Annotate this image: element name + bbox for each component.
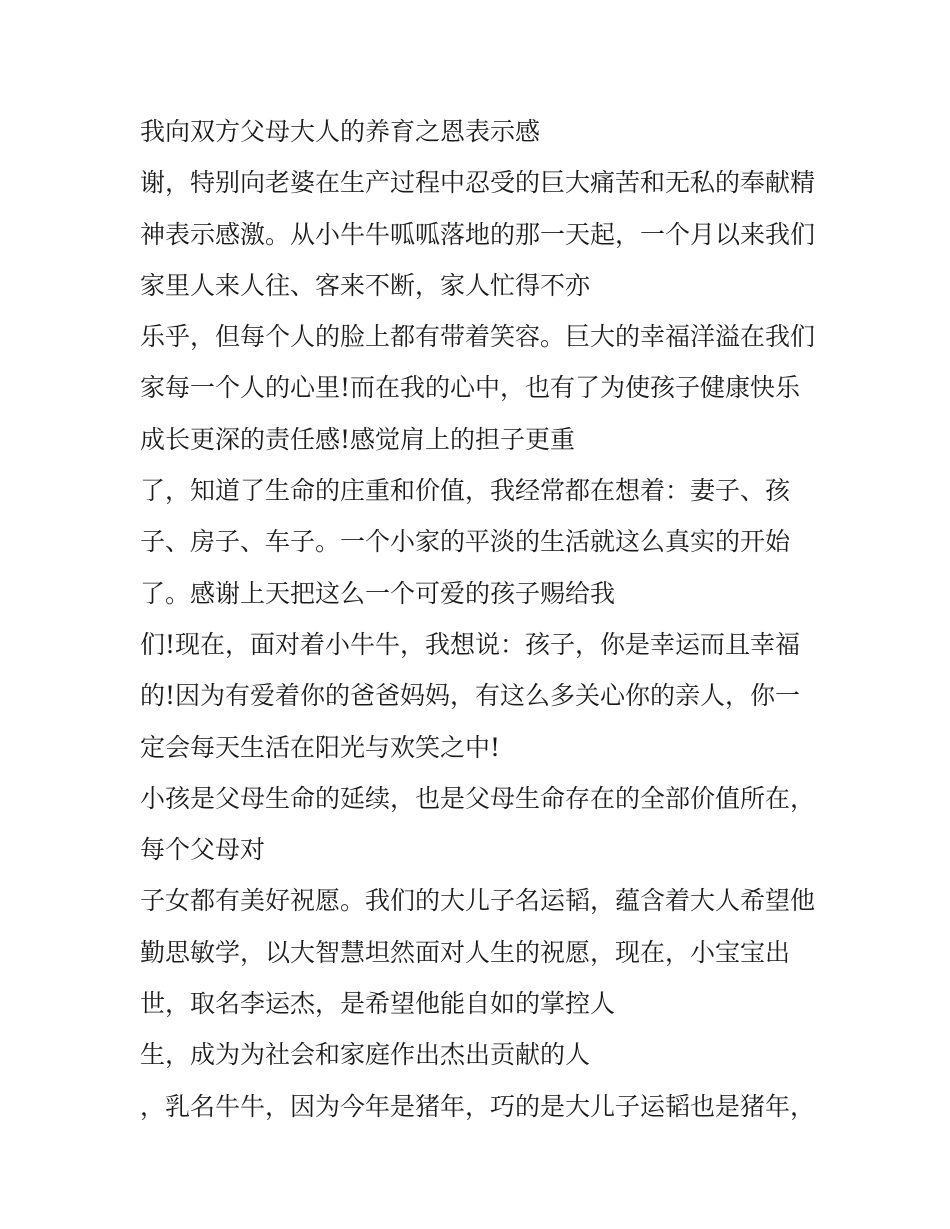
text-line: 勤思敏学，以大智慧坦然面对人生的祝愿，现在，小宝宝出: [140, 937, 791, 967]
text-line: 乐乎，但每个人的脸上都有带着笑容。巨大的幸福洋溢在我们: [140, 322, 816, 352]
document-body: [140, 106, 830, 1132]
text-line: 每个父母对: [140, 835, 266, 865]
text-line: 定会每天生活在阳光与欢笑之中!: [140, 732, 501, 762]
text-line: 世，取名李运杰，是希望他能自如的掌控人: [140, 989, 616, 1019]
text-line: 了。感谢上天把这么一个可爱的孩子赐给我: [140, 578, 616, 608]
text-line: 的!因为有爱着你的爸爸妈妈，有这么多关心你的亲人，你一: [140, 681, 801, 711]
text-line: 生，成为为社会和家庭作出杰出贡献的人: [140, 1040, 591, 1070]
text-line: 们!现在，面对着小牛牛，我想说：孩子，你是幸运而且幸福: [140, 629, 801, 659]
text-line: 了，知道了生命的庄重和价值，我经常都在想着：妻子、孩: [140, 476, 791, 506]
text-line: 家里人来人往、客来不断，家人忙得不亦: [140, 270, 591, 300]
text-line: 子、房子、车子。一个小家的平淡的生活就这么真实的开始: [140, 527, 791, 557]
text-line: 家每一个人的心里!而在我的心中，也有了为使孩子健康快乐: [140, 373, 801, 403]
text-line: ，乳名牛牛，因为今年是猪年，巧的是大儿子运韬也是猪年，: [140, 1091, 816, 1121]
text-line: 小孩是父母生命的延续，也是父母生命存在的全部价值所在，: [140, 783, 816, 813]
text-line: 成长更深的责任感!感觉肩上的担子更重: [140, 424, 576, 454]
text-line: 神表示感激。从小牛牛呱呱落地的那一天起，一个月以来我们: [140, 219, 816, 249]
text-line: 子女都有美好祝愿。我们的大儿子名运韬，蕴含着大人希望他: [140, 886, 816, 916]
text-line: 我向双方父母大人的养育之恩表示感: [140, 117, 541, 146]
text-line: 谢，特别向老婆在生产过程中忍受的巨大痛苦和无私的奉献精: [140, 168, 816, 198]
